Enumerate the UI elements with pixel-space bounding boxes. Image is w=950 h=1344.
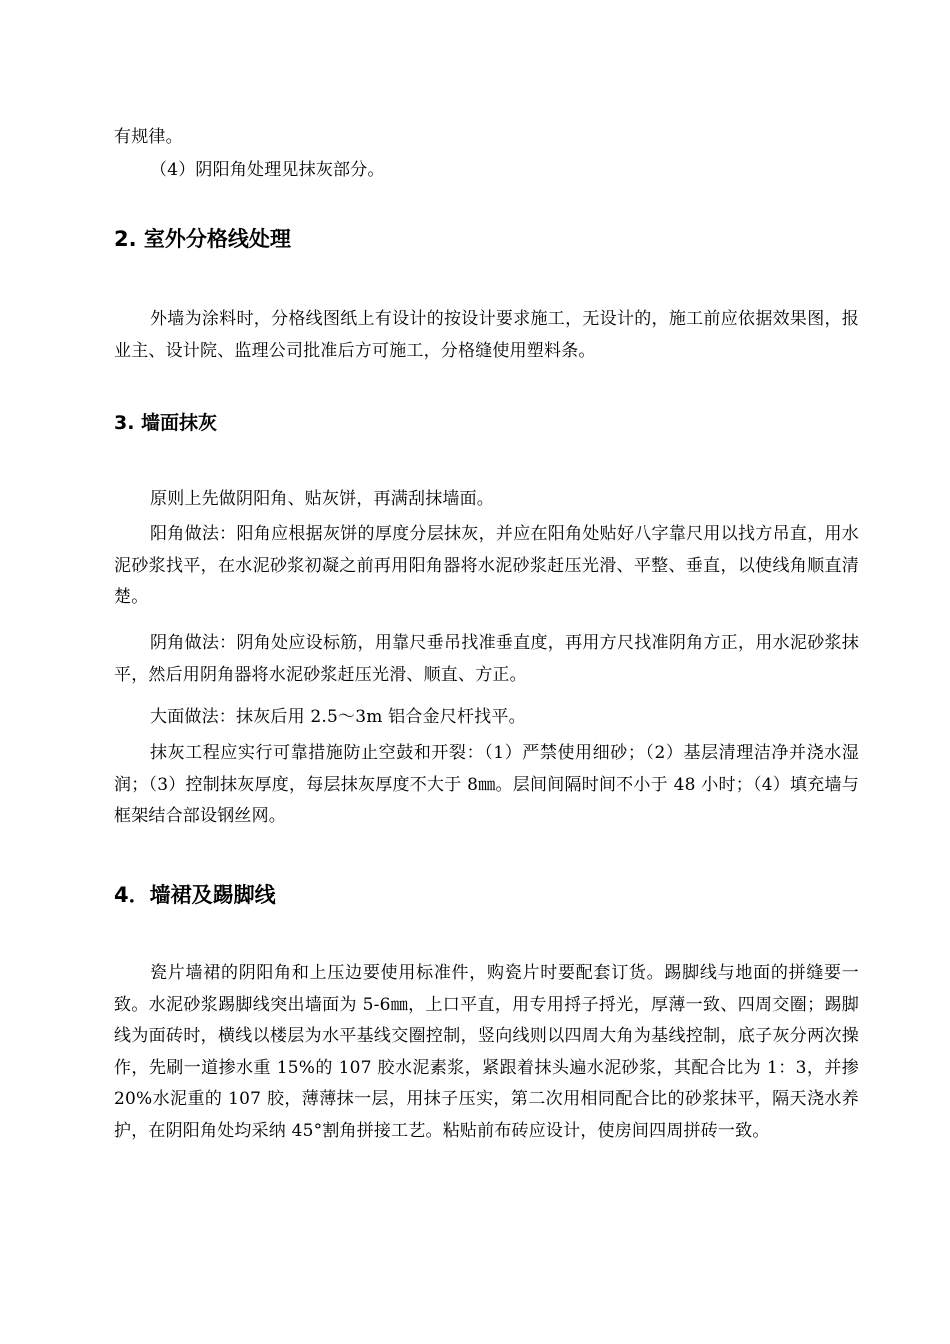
section-3-paragraph-2: 阳角做法：阳角应根据灰饼的厚度分层抹灰，并应在阳角处贴好八字靠尺用以找方吊直，用水泥砂浆找平，在水泥砂浆初凝之前再用阳角器将水泥砂浆赶压光滑、平整、垂直，以使线角顺直清楚。 — [114, 524, 859, 607]
section-4-paragraph: 瓷片墙裙的阴阳角和上压边要使用标准件，购瓷片时要配套订货。踢脚线与地面的拼缝要一致。水泥砂浆踢脚线突出墙面为 5-6㎜，上口平直，用专用捋子捋光，厚薄一致、四周交圈；踢脚线为面砖时，横线以楼层为水平基线交圈控制，竖向线则以四周大角为基线控制，底子灰分两次操作，先刷一道掺水重 15%的 107 胶水泥素浆，紧跟着抹头遍水泥砂浆，其配合比为 1：3，并掺 20%水泥重的 107 胶，薄薄抹一层，用抹子压实，第二次用相同配合比的砂浆抹平，隔天浇水养护，在阴阳角处均采纳 45°割角拼接工艺。粘贴前布砖应设计，使房间四周拼砖一致。 — [114, 963, 859, 1141]
section-2-heading: 2. 室外分格线处理 — [114, 227, 291, 251]
intro-line-2: （4）阴阳角处理见抹灰部分。 — [150, 160, 385, 180]
section-3-paragraph-1: 原则上先做阴阳角、贴灰饼，再满刮抹墙面。 — [150, 489, 494, 509]
section-3-paragraph-5: 抹灰工程应实行可靠措施防止空鼓和开裂：（1）严禁使用细砂；（2）基层清理洁净并浇水湿润；（3）控制抹灰厚度，每层抹灰厚度不大于 8㎜。层间间隔时间不小于 48 小时；（4）填充墙与框架结合部设钢丝网。 — [114, 743, 859, 826]
section-3-heading: 3. 墙面抹灰 — [114, 412, 218, 434]
section-4-heading: 4．墙裙及踢脚线 — [114, 883, 276, 907]
section-3-paragraph-3: 阴角做法：阴角处应设标筋，用靠尺垂吊找准垂直度，再用方尺找准阴角方正，用水泥砂浆抹平，然后用阴角器将水泥砂浆赶压光滑、顺直、方正。 — [114, 633, 859, 685]
section-2-paragraph: 外墙为涂料时，分格线图纸上有设计的按设计要求施工，无设计的，施工前应依据效果图，报业主、设计院、监理公司批准后方可施工，分格缝使用塑料条。 — [114, 309, 859, 361]
intro-line-1: 有规律。 — [114, 127, 183, 147]
section-3-paragraph-4: 大面做法：抹灰后用 2.5～3m 铝合金尺杆找平。 — [150, 707, 526, 727]
